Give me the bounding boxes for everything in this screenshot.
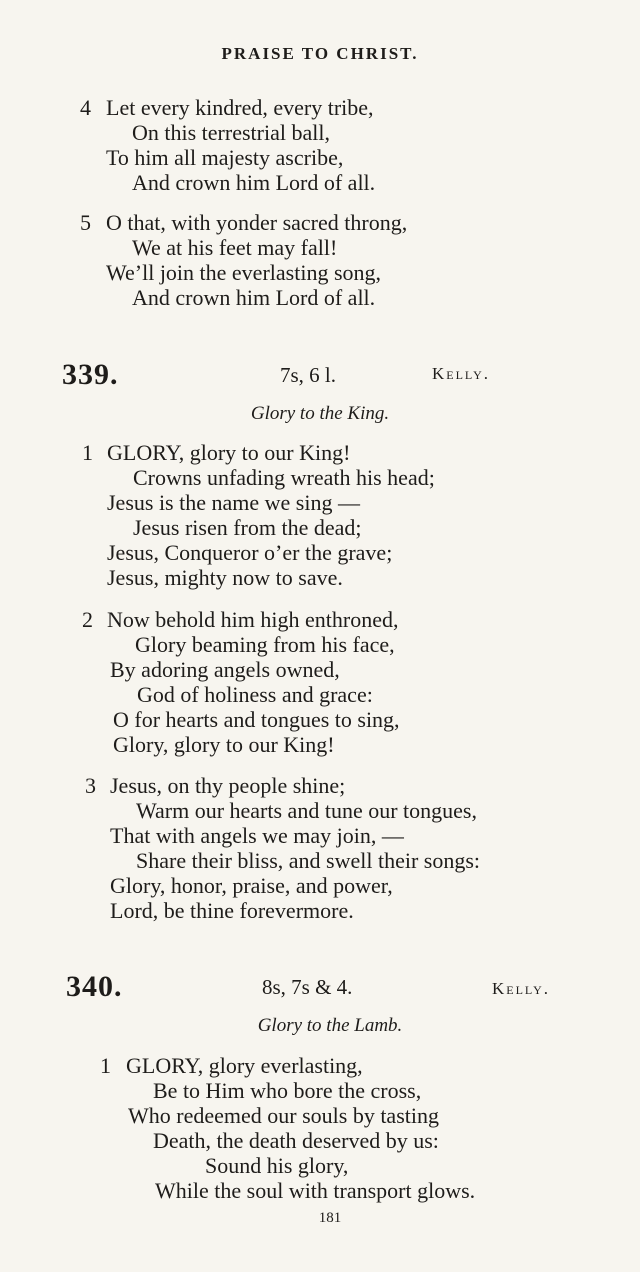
verse-line: Be to Him who bore the cross,: [153, 1078, 422, 1103]
verse-line: God of holiness and grace:: [137, 682, 373, 707]
verse-line: Jesus, mighty now to save.: [107, 565, 343, 590]
verse-line: Let every kindred, every tribe,: [106, 95, 374, 120]
verse-line: Lord, be thine forevermore.: [110, 898, 354, 923]
verse-line: Sound his glory,: [205, 1153, 349, 1178]
verse-line: Glory beaming from his face,: [135, 632, 395, 657]
hymn-number: 340.: [66, 970, 123, 1003]
hymn-author: Kelly.: [492, 979, 550, 998]
verse-line: Who redeemed our souls by tasting: [128, 1103, 439, 1128]
verse-line: And crown him Lord of all.: [132, 285, 376, 310]
verse-number: 3: [85, 773, 96, 798]
verse-line: Warm our hearts and tune our tongues,: [136, 798, 477, 823]
verse-number: 5: [80, 210, 91, 235]
verse-line: By adoring angels owned,: [110, 657, 340, 682]
page-number: 181: [318, 1210, 342, 1226]
hymn-number: 339.: [62, 358, 119, 391]
verse-line: And crown him Lord of all.: [132, 170, 376, 195]
verse-line: Glory, glory to our King!: [113, 732, 335, 757]
verse-line: O that, with yonder sacred throng,: [106, 210, 408, 235]
verse-line: Crowns unfading wreath his head;: [133, 465, 435, 490]
verse-line: O for hearts and tongues to sing,: [113, 707, 400, 732]
verse-line: Now behold him high enthroned,: [107, 607, 399, 632]
hymn-meter: 7s, 6 l.: [280, 363, 337, 387]
verse-line: Death, the death deserved by us:: [153, 1128, 439, 1153]
verse-line: While the soul with transport glows.: [155, 1178, 476, 1203]
hymn-subtitle: Glory to the Lamb.: [257, 1015, 403, 1036]
verse-line: Jesus, Conqueror o’er the grave;: [107, 540, 393, 565]
verse-line: Jesus is the name we sing —: [107, 490, 360, 515]
verse-line: Glory, honor, praise, and power,: [110, 873, 393, 898]
verse-line: GLORY, glory everlasting,: [126, 1053, 363, 1078]
verse-line: On this terrestrial ball,: [132, 120, 330, 145]
verse-line: We at his feet may fall!: [132, 235, 338, 260]
verse-line: That with angels we may join, —: [110, 823, 404, 848]
verse-line: To him all majesty ascribe,: [106, 145, 344, 170]
verse-line: GLORY, glory to our King!: [107, 440, 351, 465]
verse-number: 2: [82, 607, 93, 632]
hymn-meter: 8s, 7s & 4.: [262, 975, 353, 999]
verse-number: 1: [100, 1053, 111, 1078]
verse-line: Jesus risen from the dead;: [133, 515, 362, 540]
verse-line: Jesus, on thy people shine;: [110, 773, 346, 798]
hymn-author: Kelly.: [432, 364, 490, 383]
running-header: PRAISE TO CHRIST.: [221, 44, 419, 63]
verse-line: Share their bliss, and swell their songs:: [136, 848, 481, 873]
verse-line: We’ll join the everlasting song,: [106, 260, 381, 285]
verse-number: 1: [82, 440, 93, 465]
hymn-subtitle: Glory to the King.: [250, 403, 390, 424]
verse-number: 4: [80, 95, 91, 120]
